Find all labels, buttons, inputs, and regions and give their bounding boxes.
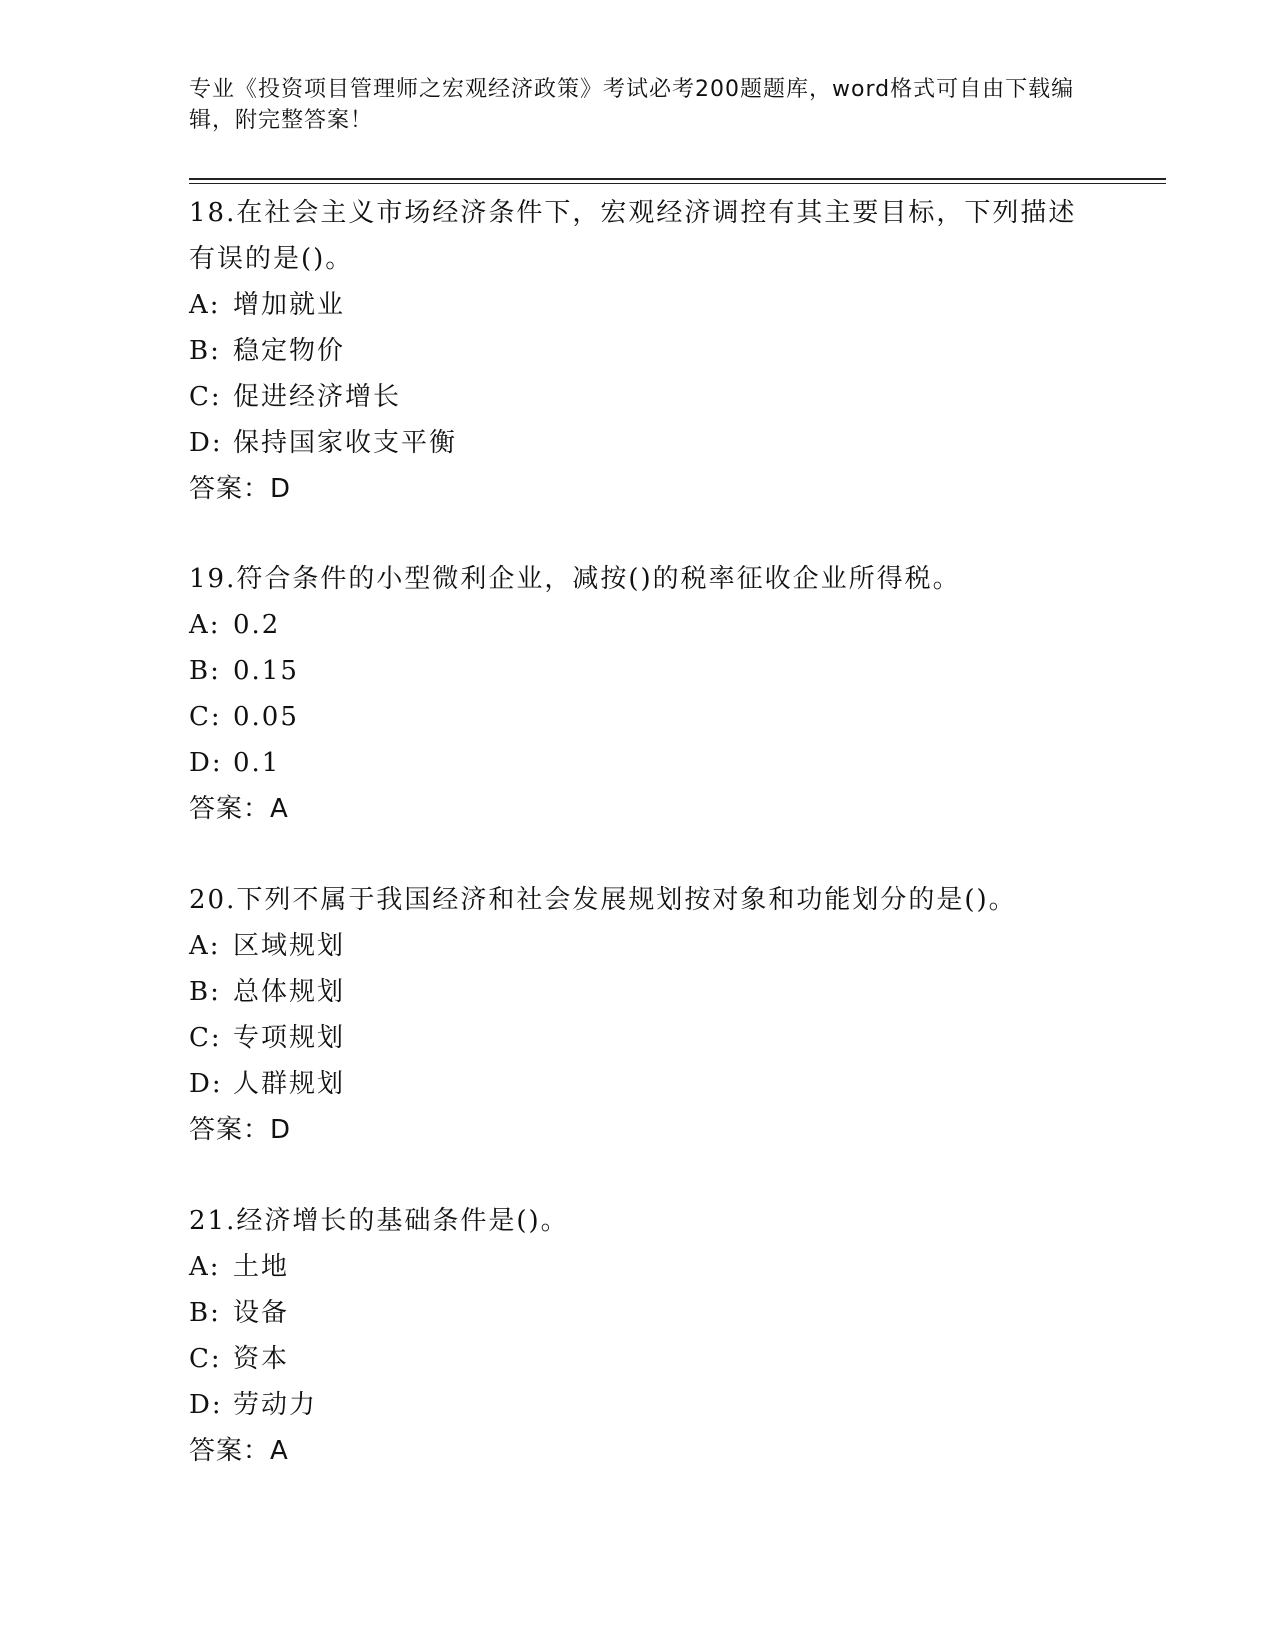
answer-line: 答案：A	[189, 1436, 289, 1466]
option-text: 0.1	[233, 748, 281, 778]
header-divider-thin	[189, 183, 1166, 184]
option-text: 资本	[233, 1344, 290, 1374]
option-letter: B:	[189, 336, 221, 366]
option-text: 0.05	[233, 702, 299, 732]
option-text: 人群规划	[233, 1069, 346, 1099]
answer-line: 答案：D	[189, 1115, 292, 1145]
option-text: 促进经济增长	[233, 382, 402, 412]
option-letter: A:	[189, 290, 221, 320]
question-block	[189, 1198, 1089, 1474]
option-letter: D:	[189, 1390, 223, 1420]
option-text: 0.2	[233, 610, 281, 640]
option-text: 0.15	[233, 656, 299, 686]
option-letter: C:	[189, 1023, 222, 1053]
header-divider	[189, 178, 1166, 180]
option-letter: B:	[189, 977, 221, 1007]
option-d	[189, 740, 1089, 786]
question-block	[189, 877, 1089, 1153]
option-text: 区域规划	[233, 931, 346, 961]
option-text: 专项规划	[233, 1023, 346, 1053]
option-letter: D:	[189, 748, 223, 778]
option-letter: C:	[189, 1344, 222, 1374]
question-stem: 19.符合条件的小型微利企业，减按()的税率征收企业所得税。	[189, 564, 961, 594]
option-text: 总体规划	[233, 977, 346, 1007]
question-stem: 18.在社会主义市场经济条件下，宏观经济调控有其主要目标，下列描述有误的是()。	[189, 198, 1077, 274]
option-text: 增加就业	[233, 290, 346, 320]
option-c	[189, 694, 1089, 740]
option-b	[189, 328, 1089, 374]
question-stem: 21.经济增长的基础条件是()。	[189, 1206, 569, 1236]
option-letter: A:	[189, 931, 221, 961]
option-letter: D:	[189, 428, 223, 458]
option-b	[189, 969, 1089, 1015]
option-a	[189, 602, 1089, 648]
option-b	[189, 648, 1089, 694]
option-letter: B:	[189, 1298, 221, 1328]
option-text: 劳动力	[233, 1390, 318, 1420]
option-d	[189, 1382, 1089, 1428]
option-d	[189, 1061, 1089, 1107]
question-stem: 20.下列不属于我国经济和社会发展规划按对象和功能划分的是()。	[189, 885, 1017, 915]
option-text: 土地	[233, 1252, 290, 1282]
option-letter: C:	[189, 702, 222, 732]
option-letter: B:	[189, 656, 221, 686]
option-a	[189, 282, 1089, 328]
answer-line: 答案：D	[189, 474, 292, 504]
option-c	[189, 1336, 1089, 1382]
option-text: 设备	[233, 1298, 290, 1328]
option-letter: A:	[189, 610, 221, 640]
option-c	[189, 1015, 1089, 1061]
document-header: 专业《投资项目管理师之宏观经济政策》考试必考200题题库，word格式可自由下载编辑，附完整答案！	[189, 77, 1075, 133]
option-c	[189, 374, 1089, 420]
option-letter: C:	[189, 382, 222, 412]
option-text: 稳定物价	[233, 336, 346, 366]
answer-line: 答案：A	[189, 794, 289, 824]
option-d	[189, 420, 1089, 466]
option-letter: D:	[189, 1069, 223, 1099]
option-b	[189, 1290, 1089, 1336]
option-a	[189, 1244, 1089, 1290]
option-letter: A:	[189, 1252, 221, 1282]
option-text: 保持国家收支平衡	[233, 428, 458, 458]
question-block	[189, 556, 1089, 832]
option-a	[189, 923, 1089, 969]
question-block	[189, 190, 1089, 512]
